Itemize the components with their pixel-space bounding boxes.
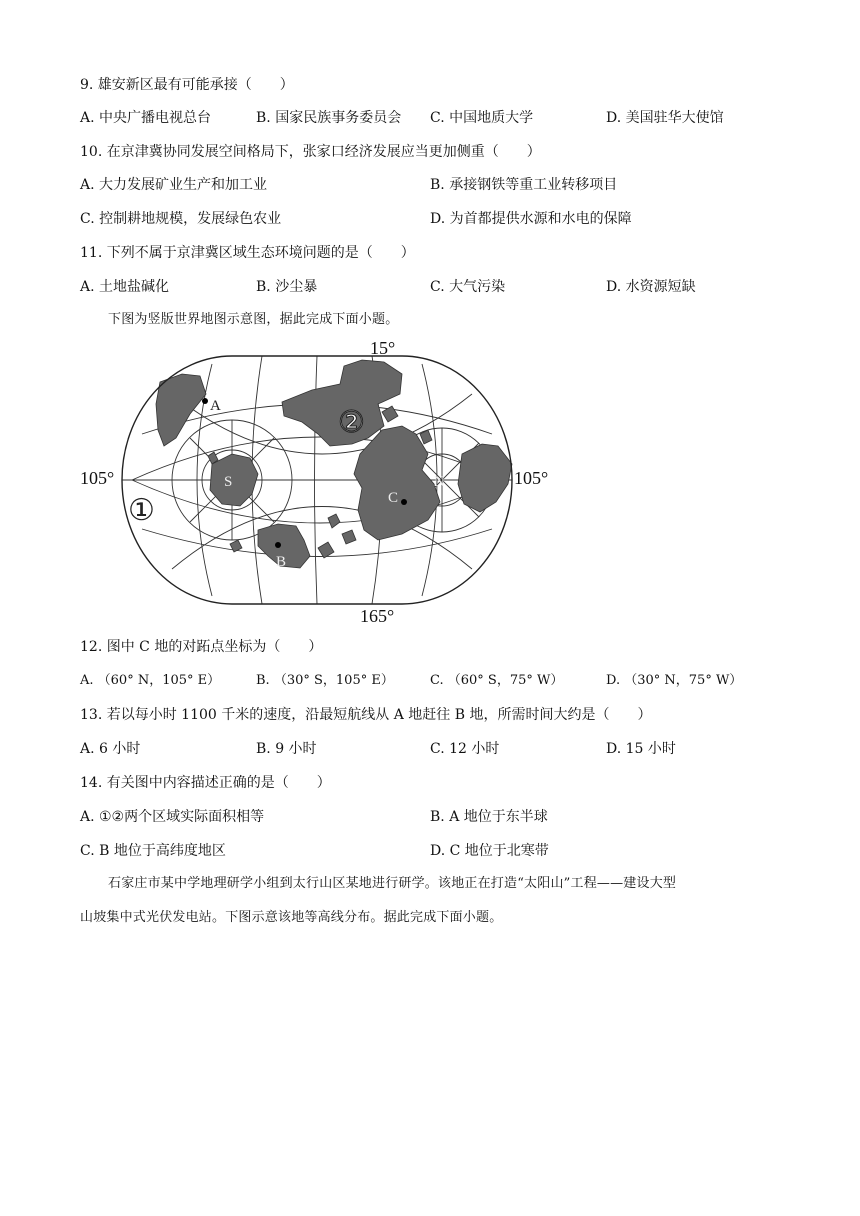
q9-option-b: B. 国家民族事务委员会 [256, 110, 402, 126]
label-left-105: 105° [80, 468, 115, 488]
q11-option-d: D. 水资源短缺 [606, 279, 696, 295]
point-a-label: A [210, 398, 221, 414]
point-b-label: B [276, 554, 287, 570]
solar-intro-line-2: 山坡集中式光伏发电站。下图示意该地等高线分布。据此完成下面小题。 [80, 910, 503, 925]
label-right-105: 105° [514, 468, 549, 488]
map-intro-text: 下图为竖版世界地图示意图，据此完成下面小题。 [108, 312, 399, 327]
q11-option-c: C. 大气污染 [430, 279, 506, 295]
q10-option-d: D. 为首都提供水源和水电的保障 [430, 211, 632, 227]
q12-option-c: C. （60° S，75° W） [430, 673, 564, 688]
q10-option-c: C. 控制耕地规模，发展绿色农业 [80, 211, 282, 227]
q9-option-d: D. 美国驻华大使馆 [606, 110, 724, 126]
q12-option-d: D. （30° N，75° W） [606, 673, 743, 688]
q11-option-a: A. 土地盐碱化 [80, 279, 170, 295]
pole-n-label: N [434, 474, 445, 490]
q9-option-a: A. 中央广播电视总台 [80, 110, 212, 126]
question-11-stem: 11. 下列不属于京津冀区域生态环境问题的是（ ） [80, 245, 415, 261]
landmass-island-1 [230, 540, 242, 552]
q11-option-b: B. 沙尘暴 [256, 279, 318, 295]
question-13-stem: 13. 若以每小时 1100 千米的速度，沿最短航线从 A 地赶往 B 地，所需时间大约是（ ） [80, 707, 652, 723]
label-top-15: 15° [370, 338, 396, 358]
landmass-island-4 [318, 542, 334, 558]
region-2-label: ② [338, 406, 365, 439]
q13-option-a: A. 6 小时 [80, 741, 141, 757]
q10-option-a: A. 大力发展矿业生产和加工业 [80, 177, 268, 193]
q13-option-b: B. 9 小时 [256, 741, 317, 757]
q14-option-a: A. ①②两个区域实际面积相等 [80, 809, 265, 825]
solar-intro-line-1: 石家庄市某中学地理研学小组到太行山区某地进行研学。该地正在打造“太阳山”工程——建设大型 [108, 876, 677, 891]
question-9-stem: 9. 雄安新区最有可能承接（ ） [80, 77, 294, 93]
landmass-island-3 [342, 530, 356, 544]
q13-option-c: C. 12 小时 [430, 741, 500, 757]
pole-s-label: S [224, 474, 233, 490]
q14-option-d: D. C 地位于北寒带 [430, 843, 549, 859]
q12-option-b: B. （30° S，105° E） [256, 673, 394, 688]
point-b-marker [275, 542, 281, 548]
q14-option-b: B. A 地位于东半球 [430, 809, 548, 825]
landmass-northwest [156, 374, 206, 446]
q9-option-c: C. 中国地质大学 [430, 110, 534, 126]
question-14-stem: 14. 有关图中内容描述正确的是（ ） [80, 775, 331, 791]
point-c-label: C [388, 490, 399, 506]
q12-option-a: A. （60° N，105° E） [80, 673, 221, 688]
point-a-marker [202, 398, 208, 404]
landmass-east [458, 444, 512, 512]
q13-option-d: D. 15 小时 [606, 741, 676, 757]
q14-option-c: C. B 地位于高纬度地区 [80, 843, 226, 859]
landmass-island-2 [328, 514, 340, 528]
question-10-stem: 10. 在京津冀协同发展空间格局下，张家口经济发展应当更加侧重（ ） [80, 144, 541, 160]
label-bottom-165: 165° [360, 606, 395, 624]
region-1-label: ① [128, 494, 155, 527]
q10-option-b: B. 承接钢铁等重工业转移项目 [430, 177, 618, 193]
point-c-marker [401, 499, 407, 505]
landmass-main-center [354, 426, 440, 540]
world-map-figure [72, 334, 572, 624]
question-12-stem: 12. 图中 C 地的对跖点坐标为（ ） [80, 639, 323, 655]
